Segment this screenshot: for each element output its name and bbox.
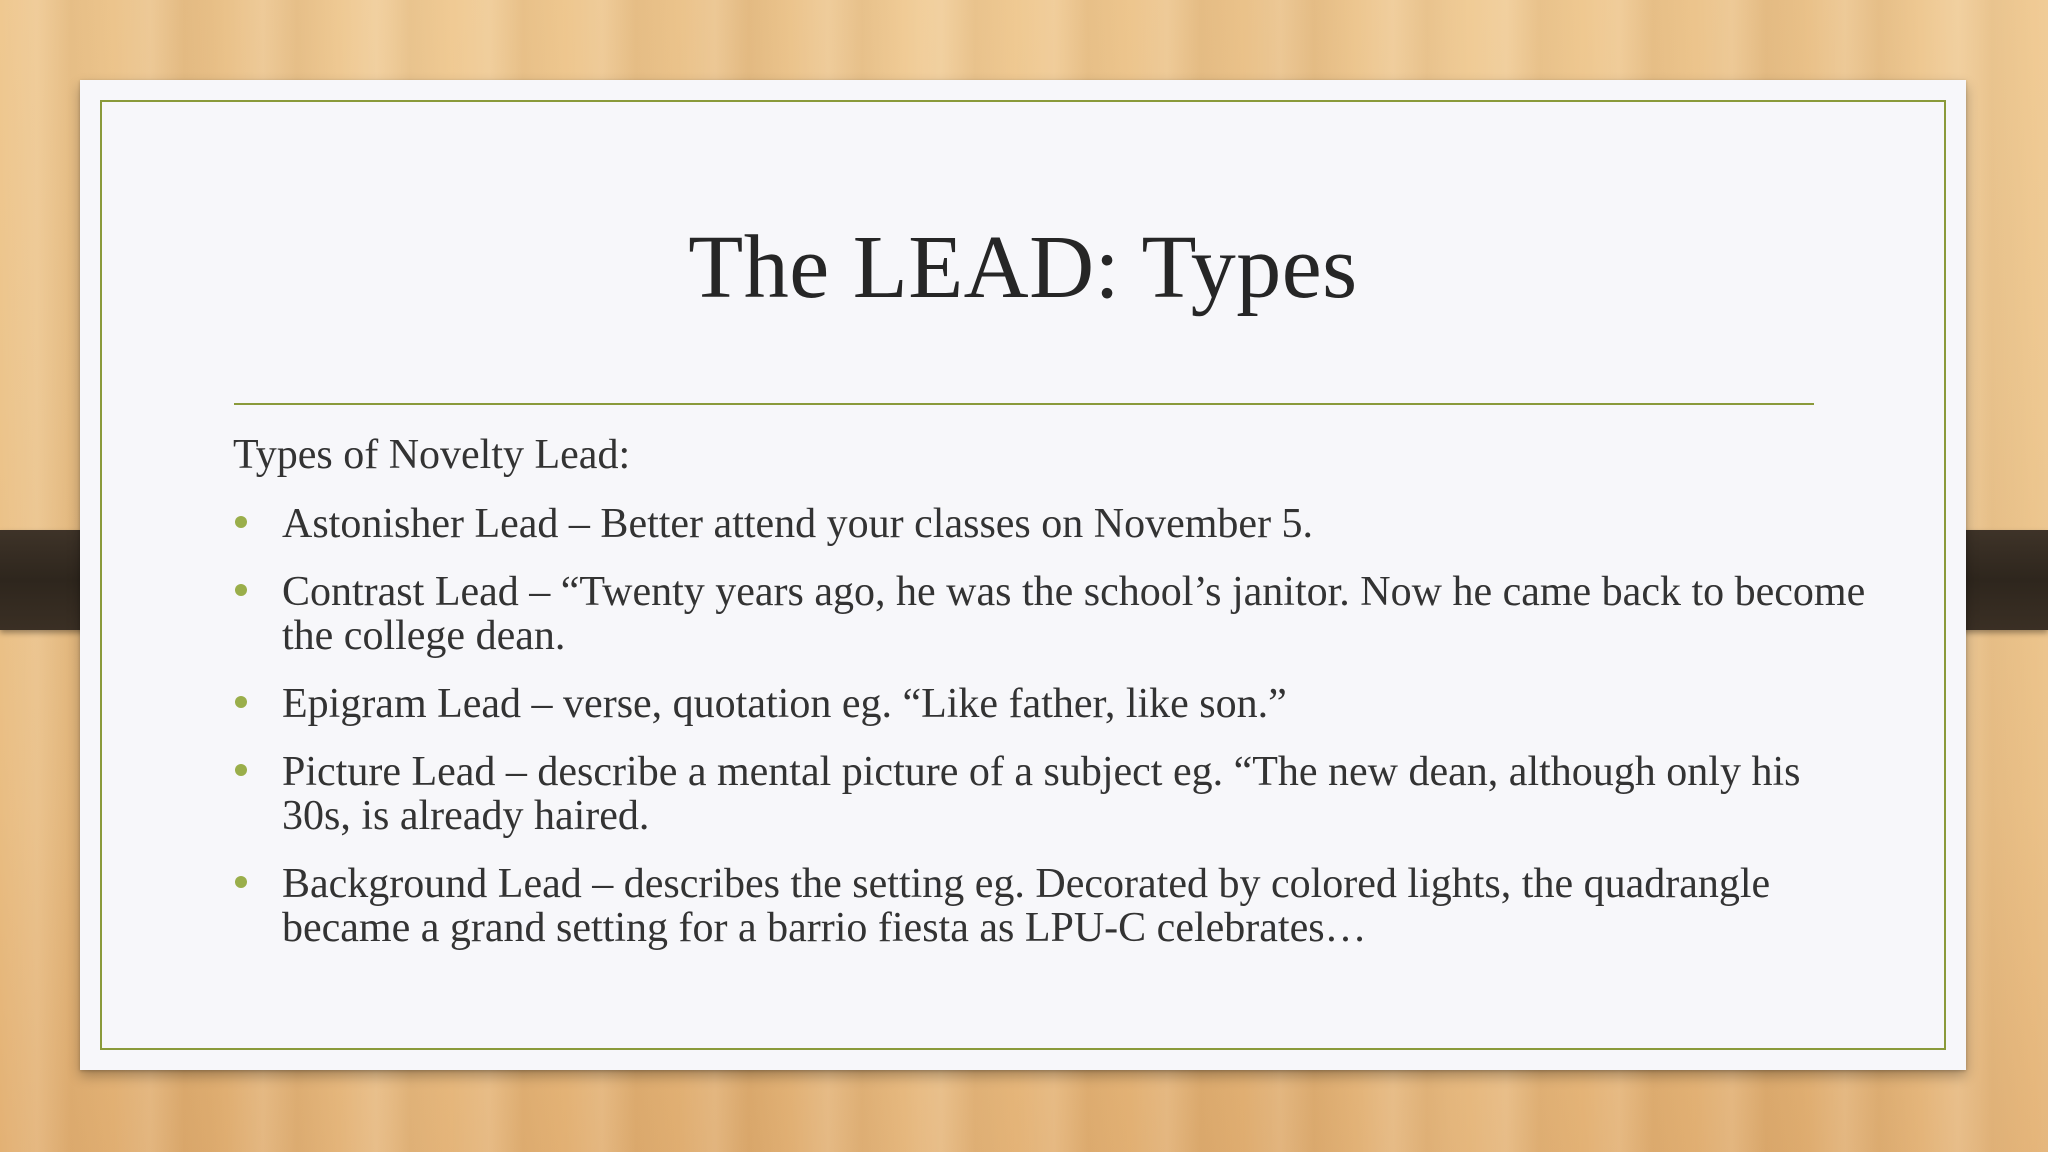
bullet-text: Background Lead – describes the setting eg. Decorated by colored lights, the quadrangle became a grand setting for a barrio fiesta as LPU-C celebrates…: [282, 861, 1771, 951]
bullet-dot-icon: [235, 876, 247, 888]
bullet-list: [233, 502, 1873, 950]
bullet-item-contrast: [233, 570, 1873, 658]
bullet-text: Astonisher Lead – Better attend your classes on November 5.: [282, 501, 1314, 547]
bullet-text: Picture Lead – describe a mental picture of a subject eg. “The new dean, although only his 30s, is already haired.: [282, 749, 1801, 839]
slide-title: The LEAD: Types: [688, 218, 1358, 317]
bullet-text: Epigram Lead – verse, quotation eg. “Like father, like son.”: [282, 681, 1287, 727]
bullet-item-epigram: [233, 682, 1873, 726]
slide-content: [233, 433, 1873, 974]
title-divider: [234, 403, 1814, 405]
section-heading: Types of Novelty Lead:: [233, 432, 631, 478]
bullet-dot-icon: [235, 696, 247, 708]
bullet-dot-icon: [235, 584, 247, 596]
bullet-dot-icon: [235, 516, 247, 528]
slide-card: [80, 80, 1966, 1070]
bullet-item-astonisher: [233, 502, 1873, 546]
bullet-text: Contrast Lead – “Twenty years ago, he was the school’s janitor. Now he came back to become the college dean.: [282, 569, 1866, 659]
bullet-item-background: [233, 862, 1873, 950]
bullet-dot-icon: [235, 764, 247, 776]
bullet-item-picture: [233, 750, 1873, 838]
